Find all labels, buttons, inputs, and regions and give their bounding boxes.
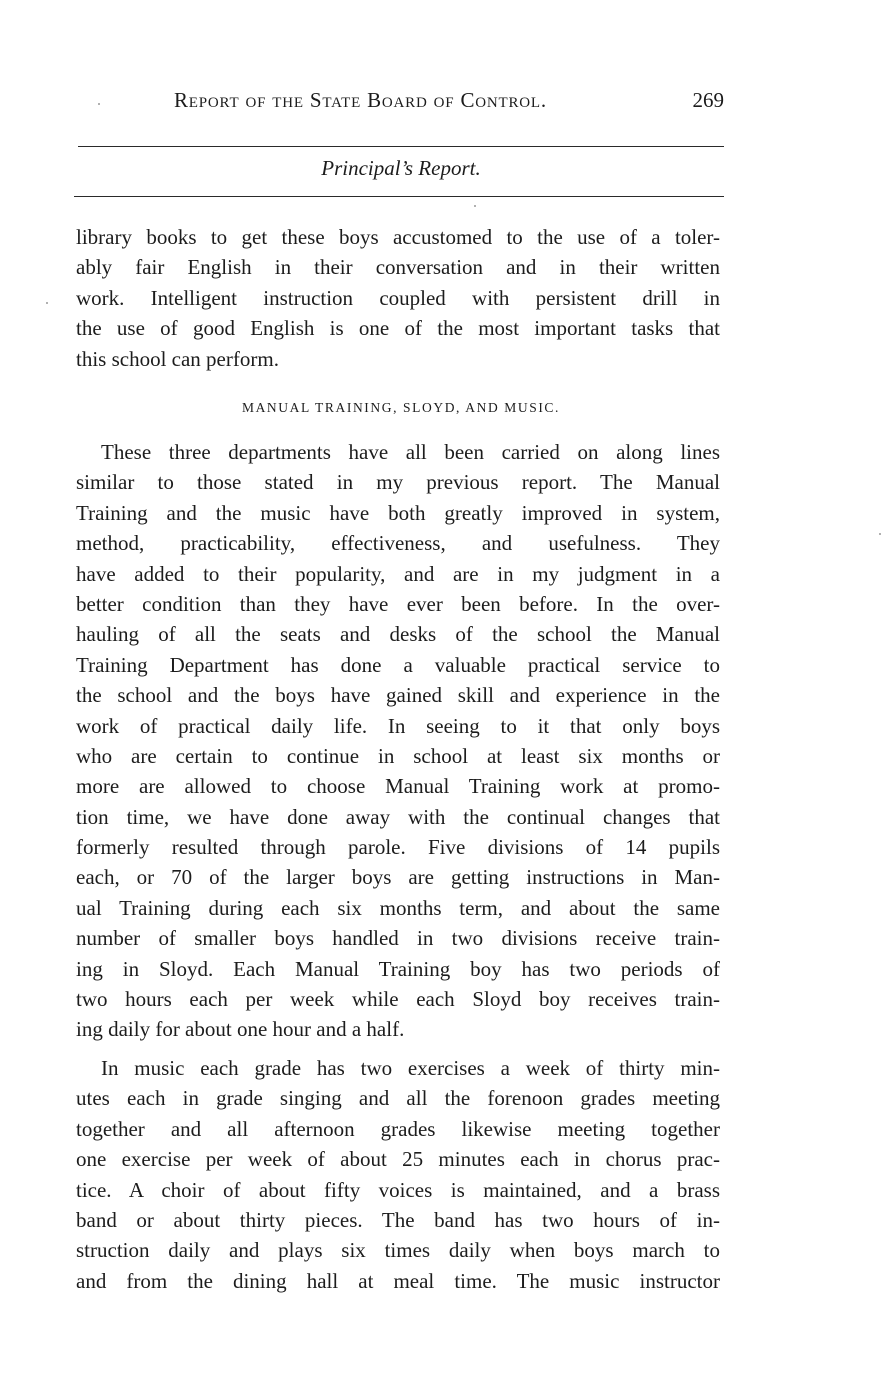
text-line: ual Training during each six months term, and about the same <box>76 895 720 920</box>
header-rule-bottom <box>74 196 724 197</box>
section-title: Principal’s Report. <box>321 156 481 180</box>
text-line: tion time, we have done away with the continual changes that <box>76 804 720 829</box>
text-line: formerly resulted through parole. Five divisions of 14 pupils <box>76 835 720 860</box>
text-line: hauling of all the seats and desks of the school the Manual <box>76 622 720 647</box>
text-line: ing daily for about one hour and a half. <box>76 1017 405 1042</box>
print-speck <box>46 302 48 304</box>
text-line: library books to get these boys accustomed to the use of a toler- <box>76 225 720 249</box>
header-rule-top <box>78 146 724 147</box>
text-line: similar to those stated in my previous report. The Manual <box>76 470 720 495</box>
text-line: the use of good English is one of the most important tasks that <box>76 316 720 341</box>
text-line: Training Department has done a valuable practical service to <box>76 652 720 677</box>
text-line: two hours each per week while each Sloyd boy receives train- <box>76 987 720 1012</box>
text-line: work. Intelligent instruction coupled with persistent drill in <box>76 285 720 310</box>
running-title: Report of the State Board of Control. <box>174 88 547 112</box>
text-line: Training and the music have both greatly improved in system, <box>76 500 720 525</box>
paragraph-departments <box>76 437 720 1045</box>
print-speck <box>879 533 881 535</box>
paragraph-music <box>76 1053 720 1296</box>
text-line: more are allowed to choose Manual Training work at promo- <box>76 774 720 799</box>
text-line: together and all afternoon grades likewise meeting together <box>76 1116 720 1141</box>
text-line: band or about thirty pieces. The band has two hours of in- <box>76 1207 720 1232</box>
text-line: one exercise per week of about 25 minutes each in chorus prac- <box>76 1147 720 1172</box>
text-line: each, or 70 of the larger boys are getting instructions in Man- <box>76 865 720 890</box>
paragraph-continued <box>76 222 720 374</box>
text-line: method, practicability, effectiveness, and usefulness. They <box>76 531 720 556</box>
text-line: and from the dining hall at meal time. The music instructor <box>76 1268 720 1293</box>
text-line: ably fair English in their conversation and in their written <box>76 255 720 280</box>
print-speck <box>98 103 100 105</box>
print-speck <box>474 205 476 207</box>
text-line: the school and the boys have gained skill and experience in the <box>76 683 720 708</box>
text-line: These three departments have all been carried on along lines <box>101 440 720 464</box>
text-line: number of smaller boys handled in two divisions receive train- <box>76 926 720 951</box>
text-line: have added to their popularity, and are in my judgment in a <box>76 561 720 586</box>
text-line: work of practical daily life. In seeing to it that only boys <box>76 713 720 738</box>
text-line: struction daily and plays six times daily when boys march to <box>76 1238 720 1263</box>
running-head <box>78 88 724 122</box>
page-number: 269 <box>692 88 724 112</box>
text-line: In music each grade has two exercises a week of thirty min- <box>101 1056 720 1080</box>
text-line: tice. A choir of about fifty voices is maintained, and a brass <box>76 1177 720 1202</box>
text-line: who are certain to continue in school at least six months or <box>76 743 720 768</box>
subheading: MANUAL TRAINING, SLOYD, AND MUSIC. <box>241 400 561 415</box>
text-line: ing in Sloyd. Each Manual Training boy has two periods of <box>76 956 720 981</box>
text-line: utes each in grade singing and all the forenoon grades meeting <box>76 1086 720 1111</box>
text-line: better condition than they have ever been before. In the over- <box>76 591 720 616</box>
text-line: this school can perform. <box>76 346 279 371</box>
